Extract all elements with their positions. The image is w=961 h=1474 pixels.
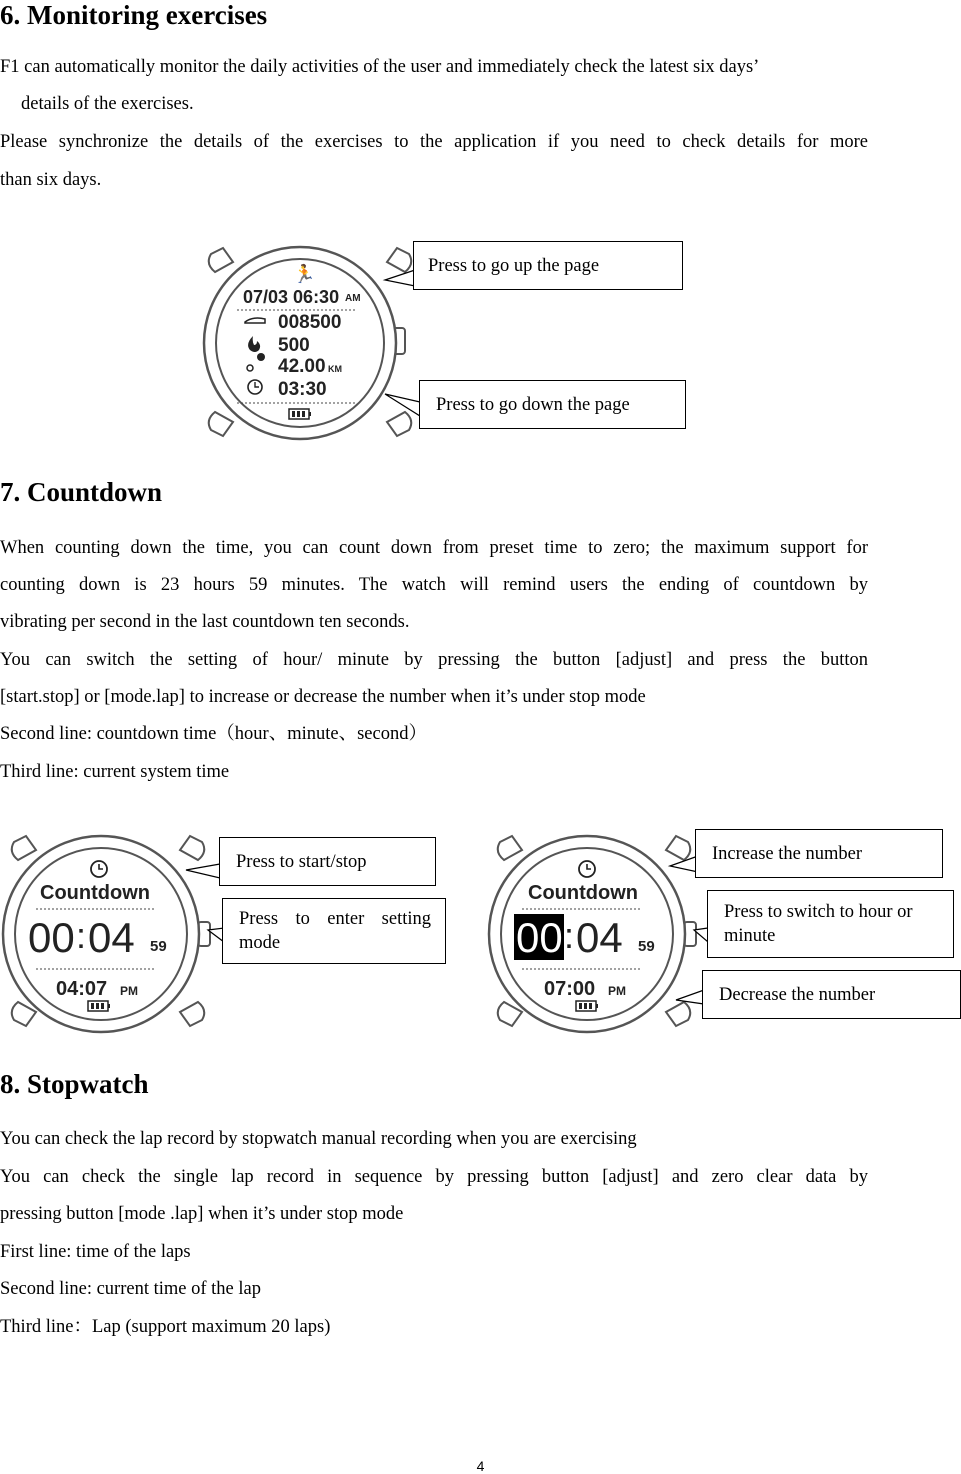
s6-paragraph-1-line-1: F1 can automatically monitor the daily activities of the user and immediately check the latest six days’ — [0, 57, 760, 77]
system-time: 07:00 — [544, 978, 596, 1000]
activity-watch-illustration — [195, 240, 425, 450]
countdown-title: Countdown — [528, 882, 638, 904]
countdown-seconds: 59 — [150, 938, 167, 955]
running-icon: 🏃 — [293, 264, 316, 284]
s6-paragraph-2-line-1: Please synchronize the details of the exercises to the application if you need to check details for more — [0, 132, 868, 152]
pointer-up — [385, 270, 415, 286]
watch-duration: 03:30 — [278, 379, 327, 400]
watch-ampm: AM — [345, 293, 361, 304]
watch-button-bottom-right — [387, 412, 411, 436]
s7-line-4: You can switch the setting of hour/ minute by pressing the button [adjust] and press the button — [0, 650, 868, 670]
s7-line-5: [start.stop] or [mode.lap] to increase or decrease the number when it’s under stop mode — [0, 687, 646, 707]
countdown-seconds: 59 — [638, 938, 655, 955]
watch-button-top-left — [209, 248, 233, 272]
countdown-minutes: 04 — [576, 914, 623, 961]
watch-calories: 500 — [278, 335, 310, 356]
s8-line-1: You can check the lap record by stopwatch manual recording when you are exercising — [0, 1129, 637, 1149]
callout-switch-hour-minute: Press to switch to hour or minute — [707, 890, 954, 958]
section-6-heading: 6. Monitoring exercises — [0, 0, 268, 30]
callout-decrease: Decrease the number — [702, 970, 961, 1019]
watch-datetime: 07/03 06:30 — [243, 287, 340, 307]
countdown-watch-right — [486, 830, 711, 1040]
system-time-ampm: PM — [608, 984, 626, 998]
system-time: 04:07 — [56, 978, 108, 1000]
callout-page-up: Press to go up the page — [413, 241, 683, 290]
watch-button-bottom-left — [209, 412, 233, 436]
section-8-heading: 8. Stopwatch — [0, 1069, 149, 1099]
s7-line-7: Third line: current system time — [0, 762, 230, 782]
s8-line-2: You can check the single lap record in sequence by pressing button [adjust] and zero clear data by — [0, 1167, 868, 1187]
s6-paragraph-2-line-2: than six days. — [0, 170, 102, 190]
watch-distance: 42.00 — [278, 356, 326, 377]
countdown-hours-selected: 00 — [516, 914, 563, 961]
callout-setting-mode — [222, 898, 446, 964]
callout-increase: Increase the number — [695, 829, 943, 878]
s8-line-6: Third line：Lap (support maximum 20 laps) — [0, 1317, 331, 1337]
section-7-heading: 7. Countdown — [0, 477, 163, 507]
countdown-colon: : — [76, 915, 87, 956]
s8-line-4: First line: time of the laps — [0, 1242, 191, 1262]
s7-line-3: vibrating per second in the last countdown ten seconds. — [0, 612, 410, 632]
countdown-watch-left — [0, 830, 230, 1040]
countdown-hours: 00 — [28, 914, 75, 961]
watch-button-top-right — [387, 248, 411, 272]
s7-line-6: Second line: countdown time（hour、minute、second） — [0, 724, 427, 744]
callout-page-down: Press to go down the page — [419, 380, 686, 429]
system-time-ampm: PM — [120, 984, 138, 998]
s8-line-3: pressing button [mode .lap] when it’s under stop mode — [0, 1204, 404, 1224]
s6-paragraph-1-line-2: details of the exercises. — [21, 94, 194, 114]
countdown-minutes: 04 — [88, 914, 135, 961]
callout-setting-mode-text: Press to enter setting mode — [239, 909, 431, 953]
countdown-title: Countdown — [40, 882, 150, 904]
watch-distance-unit: KM — [328, 364, 342, 374]
s8-line-5: Second line: current time of the lap — [0, 1279, 261, 1299]
countdown-colon: : — [564, 915, 575, 956]
s7-line-2: counting down is 23 hours 59 minutes. The watch will remind users the ending of countdown by — [0, 575, 868, 595]
watch-steps: 008500 — [278, 312, 342, 333]
s7-line-1: When counting down the time, you can count down from preset time to zero; the maximum support for — [0, 538, 868, 558]
page-number: 4 — [476, 1458, 485, 1474]
callout-start-stop: Press to start/stop — [219, 837, 436, 886]
